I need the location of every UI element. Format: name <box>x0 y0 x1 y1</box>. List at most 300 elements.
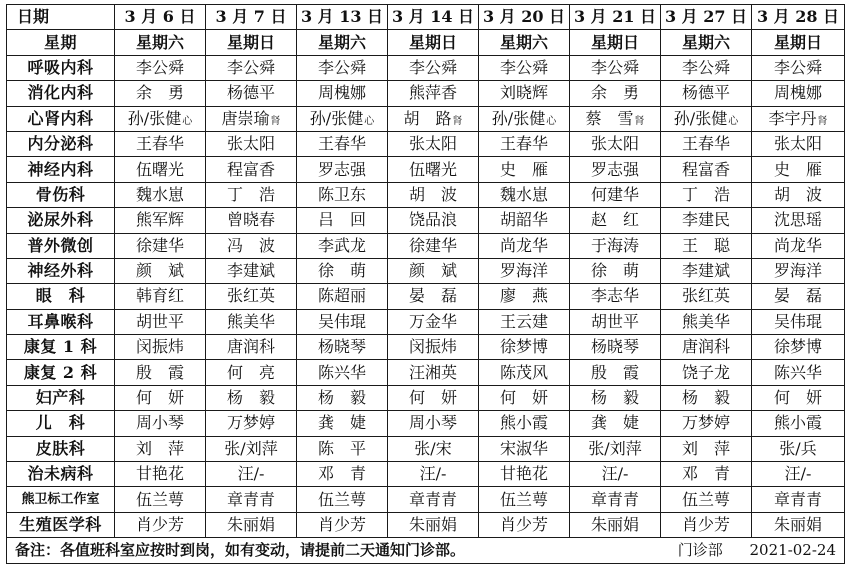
doctor-name: 伍曙光 <box>408 159 457 179</box>
department-row <box>7 284 845 309</box>
doctor-name: 甘艳花 <box>499 464 548 484</box>
department-name: 眼 科 <box>7 284 115 309</box>
doctor-name: 曾晓春 <box>226 210 275 230</box>
doctor-name: 李公舜 <box>135 57 184 77</box>
date-header-row <box>7 5 845 30</box>
weekday-cell: 星期日 <box>206 30 297 55</box>
doctor-name: 汪/- <box>419 464 447 484</box>
doctor-name: 肖少芳 <box>681 515 730 534</box>
doctor-name: 颜 斌 <box>408 261 457 281</box>
duty-cell <box>661 487 752 512</box>
duty-cell <box>479 385 570 410</box>
doctor-name: 汪/- <box>237 464 265 484</box>
duty-cell <box>752 436 845 461</box>
doctor-name: 胡 波 <box>408 184 457 204</box>
department-name: 治未病科 <box>7 462 115 487</box>
duty-cell <box>388 208 479 233</box>
doctor-name: 朱丽娟 <box>773 515 822 534</box>
duty-cell <box>206 487 297 512</box>
doctor-name: 王春华 <box>681 134 730 154</box>
doctor-name: 冯 波 <box>226 235 275 255</box>
doctor-name: 李志华 <box>590 286 639 306</box>
duty-cell <box>206 385 297 410</box>
duty-cell <box>115 360 206 385</box>
doctor-name: 蔡 雪 <box>585 108 634 128</box>
department-row <box>7 233 845 258</box>
doctor-name: 万梦婷 <box>681 413 730 433</box>
duty-cell <box>115 487 206 512</box>
duty-cell <box>661 157 752 182</box>
doctor-name: 徐梦博 <box>773 337 822 357</box>
doctor-name: 胡韶华 <box>499 210 548 230</box>
duty-cell <box>661 208 752 233</box>
duty-roster-table <box>6 4 845 564</box>
duty-cell <box>388 182 479 207</box>
doctor-name: 龚 婕 <box>317 413 366 433</box>
duty-cell <box>570 411 661 436</box>
doctor-name: 李公舜 <box>773 57 822 77</box>
duty-cell <box>479 55 570 80</box>
department-name: 康复 2 科 <box>7 360 115 385</box>
duty-cell <box>388 512 479 537</box>
duty-cell <box>206 258 297 283</box>
department-row <box>7 411 845 436</box>
doctor-name: 王 聪 <box>681 235 730 255</box>
duty-cell <box>115 258 206 283</box>
duty-cell <box>570 233 661 258</box>
doctor-name: 程富香 <box>226 159 275 179</box>
duty-cell <box>752 385 845 410</box>
doctor-name: 万金华 <box>408 311 457 331</box>
duty-cell <box>661 436 752 461</box>
duty-cell <box>661 182 752 207</box>
doctor-name: 徐建华 <box>135 235 184 255</box>
doctor-name: 罗志强 <box>317 159 366 179</box>
doctor-name: 周槐娜 <box>317 83 366 103</box>
weekday-row <box>7 30 845 55</box>
doctor-name: 张/刘萍 <box>224 438 278 458</box>
department-name: 消化内科 <box>7 81 115 106</box>
doctor-name: 杨 毅 <box>317 388 366 408</box>
doctor-name: 余 勇 <box>590 83 639 103</box>
duty-cell <box>570 462 661 487</box>
weekday-cell: 星期六 <box>661 30 752 55</box>
specialty-tag: 心 <box>546 115 557 127</box>
doctor-name: 杨 毅 <box>226 388 275 408</box>
duty-cell <box>661 335 752 360</box>
duty-cell <box>479 309 570 334</box>
duty-cell <box>661 131 752 156</box>
duty-cell <box>297 309 388 334</box>
doctor-name: 汪/- <box>601 464 629 484</box>
duty-cell <box>388 258 479 283</box>
doctor-name: 尚龙华 <box>773 235 822 255</box>
doctor-name: 陈 平 <box>317 438 366 458</box>
duty-cell <box>479 512 570 537</box>
doctor-name: 胡 路 <box>403 108 452 128</box>
department-name: 骨伤科 <box>7 182 115 207</box>
duty-cell <box>115 284 206 309</box>
doctor-name: 殷 霞 <box>135 362 184 382</box>
specialty-tag: 心 <box>182 115 193 127</box>
doctor-name: 徐建华 <box>408 235 457 255</box>
doctor-name: 史 雁 <box>499 159 548 179</box>
duty-cell <box>297 208 388 233</box>
duty-cell <box>297 512 388 537</box>
duty-cell <box>206 233 297 258</box>
doctor-name: 章青青 <box>226 489 275 509</box>
duty-cell <box>570 81 661 106</box>
duty-cell <box>479 360 570 385</box>
doctor-name: 罗海洋 <box>499 261 548 281</box>
duty-cell <box>206 81 297 106</box>
duty-cell <box>297 385 388 410</box>
duty-cell <box>570 208 661 233</box>
department-name: 神经外科 <box>7 258 115 283</box>
duty-cell <box>570 131 661 156</box>
doctor-name: 颜 斌 <box>135 261 184 281</box>
doctor-name: 熊小霞 <box>499 413 548 433</box>
footer-department: 门诊部 <box>677 540 723 559</box>
duty-cell <box>206 284 297 309</box>
footer-row <box>7 538 845 563</box>
weekday-cell: 星期六 <box>115 30 206 55</box>
doctor-name: 魏水崽 <box>135 184 184 204</box>
date-corner-label: 日期 <box>7 5 115 30</box>
duty-cell <box>388 157 479 182</box>
duty-cell <box>115 131 206 156</box>
duty-cell <box>206 411 297 436</box>
department-name: 熊卫标工作室 <box>7 487 115 512</box>
duty-cell <box>206 436 297 461</box>
doctor-name: 陈茂风 <box>499 362 548 382</box>
doctor-name: 何建华 <box>590 184 639 204</box>
doctor-name: 万梦婷 <box>226 413 275 433</box>
duty-cell <box>115 157 206 182</box>
duty-cell <box>479 462 570 487</box>
doctor-name: 刘 萍 <box>135 438 184 458</box>
doctor-name: 朱丽娟 <box>590 515 639 534</box>
duty-cell <box>388 309 479 334</box>
doctor-name: 汪湘英 <box>408 362 457 382</box>
duty-cell <box>479 411 570 436</box>
doctor-name: 李建斌 <box>226 261 275 281</box>
duty-cell <box>661 309 752 334</box>
department-row <box>7 487 845 512</box>
doctor-name: 张太阳 <box>408 134 457 154</box>
duty-cell <box>752 512 845 537</box>
doctor-name: 李公舜 <box>681 57 730 77</box>
duty-cell <box>570 258 661 283</box>
doctor-name: 廖 燕 <box>499 286 548 306</box>
doctor-name: 张红英 <box>226 286 275 306</box>
doctor-name: 韩育红 <box>135 286 184 306</box>
date-header-cell: 3 月 6 日 <box>115 5 206 30</box>
duty-cell <box>661 55 752 80</box>
duty-cell <box>479 284 570 309</box>
department-name: 耳鼻喉科 <box>7 309 115 334</box>
duty-cell <box>297 258 388 283</box>
duty-cell <box>752 81 845 106</box>
doctor-name: 熊萍香 <box>408 83 457 103</box>
duty-cell <box>752 309 845 334</box>
doctor-name: 章青青 <box>408 489 457 509</box>
duty-cell <box>570 487 661 512</box>
doctor-name: 孙/张健 <box>127 108 182 128</box>
doctor-name: 陈兴华 <box>773 362 822 382</box>
doctor-name: 尚龙华 <box>499 235 548 255</box>
doctor-name: 唐润科 <box>226 337 275 357</box>
duty-cell <box>297 284 388 309</box>
duty-cell <box>570 106 661 131</box>
doctor-name: 周小琴 <box>135 413 184 433</box>
duty-cell <box>115 462 206 487</box>
duty-cell <box>570 360 661 385</box>
doctor-name: 杨 毅 <box>590 388 639 408</box>
duty-cell <box>297 106 388 131</box>
date-header-cell: 3 月 14 日 <box>388 5 479 30</box>
duty-cell <box>388 335 479 360</box>
duty-cell <box>752 233 845 258</box>
doctor-name: 章青青 <box>590 489 639 509</box>
doctor-name: 晏 磊 <box>773 286 822 306</box>
doctor-name: 杨晓琴 <box>590 337 639 357</box>
duty-cell <box>752 182 845 207</box>
footer-date: 2021-02-24 <box>749 540 836 559</box>
doctor-name: 张太阳 <box>590 134 639 154</box>
duty-cell <box>115 436 206 461</box>
duty-cell <box>479 233 570 258</box>
duty-cell <box>388 233 479 258</box>
duty-cell <box>570 309 661 334</box>
department-row <box>7 55 845 80</box>
doctor-name: 周小琴 <box>408 413 457 433</box>
duty-cell <box>206 182 297 207</box>
duty-cell <box>661 512 752 537</box>
department-name: 儿 科 <box>7 411 115 436</box>
duty-cell <box>206 157 297 182</box>
department-row <box>7 512 845 537</box>
duty-cell <box>752 131 845 156</box>
duty-cell <box>661 411 752 436</box>
department-name: 内分泌科 <box>7 131 115 156</box>
doctor-name: 熊军辉 <box>135 210 184 230</box>
doctor-name: 伍兰萼 <box>135 489 184 509</box>
duty-cell <box>115 309 206 334</box>
doctor-name: 刘晓辉 <box>499 83 548 103</box>
doctor-name: 胡 波 <box>773 184 822 204</box>
department-row <box>7 157 845 182</box>
doctor-name: 陈超丽 <box>317 286 366 306</box>
doctor-name: 杨德平 <box>681 83 730 103</box>
department-name: 普外微创 <box>7 233 115 258</box>
doctor-name: 孙/张健 <box>673 108 728 128</box>
doctor-name: 杨德平 <box>226 83 275 103</box>
duty-cell <box>206 208 297 233</box>
doctor-name: 李公舜 <box>499 57 548 77</box>
department-name: 皮肤科 <box>7 436 115 461</box>
duty-cell <box>206 462 297 487</box>
duty-cell <box>752 360 845 385</box>
doctor-name: 吴伟琨 <box>773 311 822 331</box>
doctor-name: 张红英 <box>681 286 730 306</box>
department-row <box>7 131 845 156</box>
duty-cell <box>479 81 570 106</box>
doctor-name: 余 勇 <box>135 83 184 103</box>
doctor-name: 史 雁 <box>773 159 822 179</box>
doctor-name: 杨 毅 <box>681 388 730 408</box>
duty-cell <box>570 55 661 80</box>
duty-cell <box>297 81 388 106</box>
doctor-name: 孙/张健 <box>491 108 546 128</box>
specialty-tag: 肾 <box>817 115 828 127</box>
duty-cell <box>570 385 661 410</box>
specialty-tag: 肾 <box>452 115 463 127</box>
doctor-name: 晏 磊 <box>408 286 457 306</box>
duty-cell <box>661 81 752 106</box>
doctor-name: 伍兰萼 <box>681 489 730 509</box>
duty-cell <box>115 208 206 233</box>
duty-cell <box>661 284 752 309</box>
doctor-name: 伍曙光 <box>135 159 184 179</box>
doctor-name: 沈思瑶 <box>773 210 822 230</box>
doctor-name: 赵 红 <box>590 210 639 230</box>
doctor-name: 肖少芳 <box>135 515 184 534</box>
department-name: 妇产科 <box>7 385 115 410</box>
department-row <box>7 182 845 207</box>
duty-cell <box>752 462 845 487</box>
department-row <box>7 309 845 334</box>
duty-cell <box>661 385 752 410</box>
duty-cell <box>388 462 479 487</box>
duty-cell <box>297 360 388 385</box>
doctor-name: 周槐娜 <box>773 83 822 103</box>
weekday-cell: 星期日 <box>752 30 845 55</box>
duty-cell <box>570 157 661 182</box>
duty-cell <box>297 233 388 258</box>
doctor-name: 陈卫东 <box>317 184 366 204</box>
doctor-name: 王春华 <box>135 134 184 154</box>
specialty-tag: 肾 <box>270 115 281 127</box>
doctor-name: 于海涛 <box>590 235 639 255</box>
weekday-cell: 星期六 <box>479 30 570 55</box>
doctor-name: 李公舜 <box>317 57 366 77</box>
doctor-name: 李公舜 <box>226 57 275 77</box>
duty-cell <box>752 335 845 360</box>
duty-cell <box>570 284 661 309</box>
doctor-name: 杨晓琴 <box>317 337 366 357</box>
duty-cell <box>388 360 479 385</box>
doctor-name: 邓 青 <box>681 464 730 484</box>
duty-cell <box>752 157 845 182</box>
footer-note: 备注：各值班科室应按时到岗，如有变动，请提前二天通知门诊部。 <box>15 540 466 559</box>
doctor-name: 丁 浩 <box>226 184 275 204</box>
duty-cell <box>115 411 206 436</box>
duty-cell <box>115 55 206 80</box>
duty-cell <box>479 182 570 207</box>
duty-cell <box>752 55 845 80</box>
doctor-name: 张/刘萍 <box>588 438 642 458</box>
duty-cell <box>388 411 479 436</box>
doctor-name: 熊小霞 <box>773 413 822 433</box>
duty-cell <box>661 360 752 385</box>
doctor-name: 陈兴华 <box>317 362 366 382</box>
doctor-name: 何 亮 <box>226 362 275 382</box>
duty-cell <box>661 258 752 283</box>
duty-cell <box>388 55 479 80</box>
duty-cell <box>115 233 206 258</box>
duty-cell <box>479 335 570 360</box>
doctor-name: 何 妍 <box>499 388 548 408</box>
duty-cell <box>570 512 661 537</box>
department-row <box>7 462 845 487</box>
department-row <box>7 436 845 461</box>
department-row <box>7 335 845 360</box>
doctor-name: 李宇丹 <box>768 108 817 128</box>
doctor-name: 肖少芳 <box>499 515 548 534</box>
duty-roster-sheet <box>6 4 844 564</box>
department-row <box>7 106 845 131</box>
department-name: 呼吸内科 <box>7 55 115 80</box>
doctor-name: 胡世平 <box>590 311 639 331</box>
duty-cell <box>297 487 388 512</box>
doctor-name: 罗志强 <box>590 159 639 179</box>
doctor-name: 李武龙 <box>317 235 366 255</box>
doctor-name: 李建民 <box>681 210 730 230</box>
doctor-name: 王春华 <box>499 134 548 154</box>
duty-cell <box>115 385 206 410</box>
duty-cell <box>297 411 388 436</box>
doctor-name: 朱丽娟 <box>408 515 457 534</box>
doctor-name: 魏水崽 <box>499 184 548 204</box>
doctor-name: 徐 萌 <box>317 261 366 281</box>
doctor-name: 李公舜 <box>590 57 639 77</box>
weekday-cell: 星期六 <box>297 30 388 55</box>
doctor-name: 唐崇瑜 <box>221 108 270 128</box>
duty-cell <box>570 436 661 461</box>
doctor-name: 伍兰萼 <box>317 489 366 509</box>
duty-cell <box>388 385 479 410</box>
doctor-name: 吴伟琨 <box>317 311 366 331</box>
duty-cell <box>297 436 388 461</box>
duty-cell <box>661 462 752 487</box>
duty-cell <box>388 106 479 131</box>
duty-cell <box>206 335 297 360</box>
doctor-name: 饶品浪 <box>408 210 457 230</box>
weekday-cell: 星期日 <box>388 30 479 55</box>
date-header-cell: 3 月 28 日 <box>752 5 845 30</box>
duty-cell <box>115 512 206 537</box>
department-name: 泌尿外科 <box>7 208 115 233</box>
doctor-name: 李公舜 <box>408 57 457 77</box>
doctor-name: 徐梦博 <box>499 337 548 357</box>
doctor-name: 朱丽娟 <box>226 515 275 534</box>
specialty-tag: 心 <box>364 115 375 127</box>
doctor-name: 张太阳 <box>226 134 275 154</box>
doctor-name: 熊美华 <box>226 311 275 331</box>
doctor-name: 伍兰萼 <box>499 489 548 509</box>
department-row <box>7 81 845 106</box>
doctor-name: 饶子龙 <box>681 362 730 382</box>
doctor-name: 闵振炜 <box>408 337 457 357</box>
doctor-name: 唐润科 <box>681 337 730 357</box>
duty-cell <box>297 157 388 182</box>
duty-cell <box>570 335 661 360</box>
doctor-name: 宋淑华 <box>499 438 548 458</box>
duty-cell <box>297 462 388 487</box>
doctor-name: 张/宋 <box>414 438 452 458</box>
duty-cell <box>752 106 845 131</box>
